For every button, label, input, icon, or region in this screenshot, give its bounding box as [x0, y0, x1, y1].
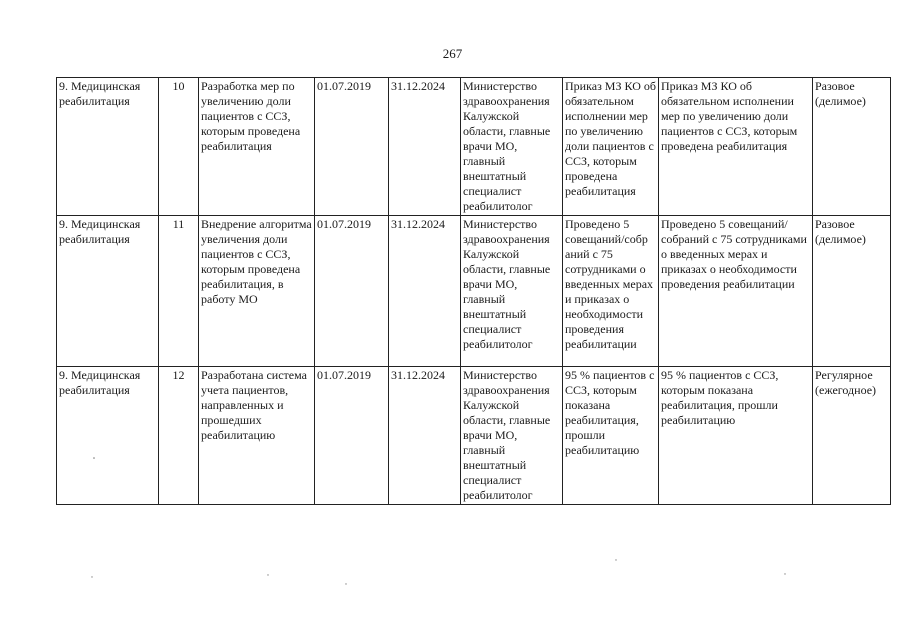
start-date-cell: 01.07.2019 [315, 367, 389, 505]
end-date-cell: 31.12.2024 [389, 216, 461, 367]
page-number: 267 [442, 46, 463, 61]
measures-table [56, 77, 891, 505]
characteristic-cell: Приказ МЗ КО об обязательном исполнении мер по увеличению доли пациентов с ССЗ, которым проведена реабилитация [659, 78, 813, 216]
type-cell: Регулярное (ежегодное) [813, 367, 891, 505]
responsible-cell: Министерство здравоохранения Калужской области, главные врачи МО, главный внештатный специалист реабилитолог [461, 367, 563, 505]
end-date-cell: 31.12.2024 [389, 78, 461, 216]
characteristic-cell: Проведено 5 совещаний/собраний с 75 сотрудниками о введенных мерах и приказах о необходимости проведения реабилитации [659, 216, 813, 367]
table-row [57, 78, 891, 216]
section-cell: 9. Медицинская реабилитация [57, 78, 159, 216]
responsible-cell: Министерство здравоохранения Калужской области, главные врачи МО, главный внештатный специалист реабилитолог [461, 216, 563, 367]
section-cell: 9. Медицинская реабилитация [57, 367, 159, 505]
type-cell: Разовое (делимое) [813, 78, 891, 216]
table-row [57, 367, 891, 505]
activity-cell: Разработка мер по увеличению доли пациентов с ССЗ, которым проведена реабилитация [199, 78, 315, 216]
number-cell: 10 [159, 78, 199, 216]
number-cell: 12 [159, 367, 199, 505]
table-row [57, 216, 891, 367]
section-cell: 9. Медицинская реабилитация [57, 216, 159, 367]
characteristic-cell: 95 % пациентов с ССЗ, которым показана реабилитация, прошли реабилитацию [659, 367, 813, 505]
start-date-cell: 01.07.2019 [315, 78, 389, 216]
activity-cell: Разработана система учета пациентов, направленных и прошедших реабилитацию [199, 367, 315, 505]
type-cell: Разовое (делимое) [813, 216, 891, 367]
result-cell: 95 % пациентов с ССЗ, которым показана реабилитация, прошли реабилитацию [563, 367, 659, 505]
activity-cell: Внедрение алгоритма увеличения доли пациентов с ССЗ, которым проведена реабилитация, в работу МО [199, 216, 315, 367]
start-date-cell: 01.07.2019 [315, 216, 389, 367]
result-cell: Приказ МЗ КО об обязательном исполнении мер по увеличению доли пациентов с ССЗ, которым проведена реабилитация [563, 78, 659, 216]
end-date-cell: 31.12.2024 [389, 367, 461, 505]
number-cell: 11 [159, 216, 199, 367]
result-cell: Проведено 5 совещаний/собр аний с 75 сотрудниками о введенных мерах и приказах о необходимости проведения реабилитации [563, 216, 659, 367]
responsible-cell: Министерство здравоохранения Калужской области, главные врачи МО, главный внештатный специалист реабилитолог [461, 78, 563, 216]
